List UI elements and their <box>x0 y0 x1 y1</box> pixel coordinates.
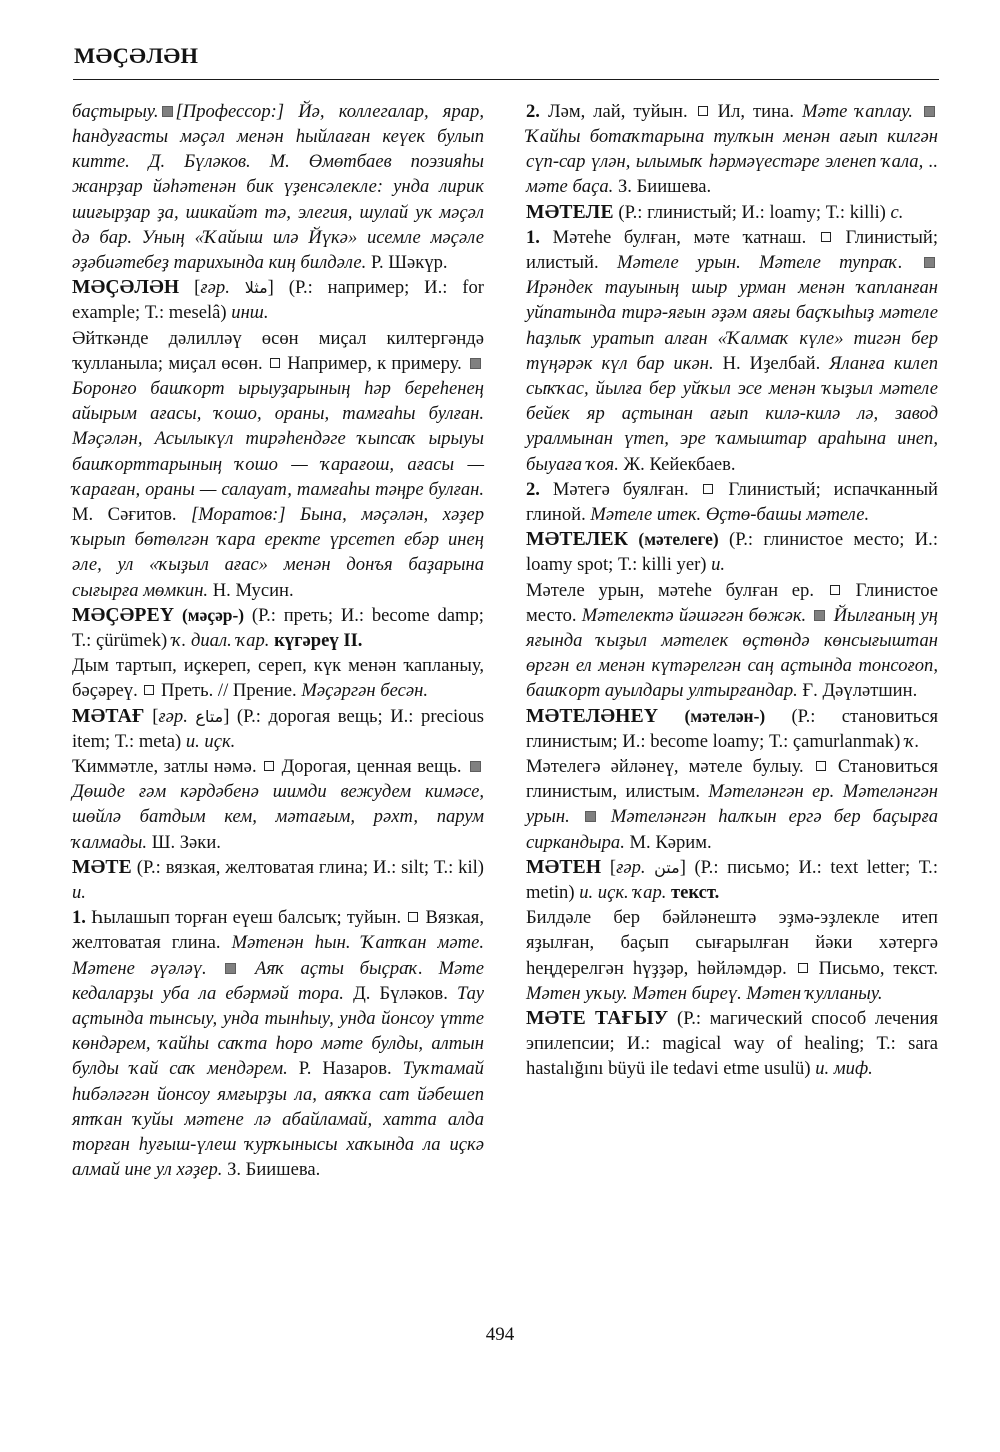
gloss-tr-label: Т.: <box>617 554 638 576</box>
citation-source: М. Кәрим. <box>629 831 712 853</box>
entry-headword-line: МӘТЕН [ғәр. متن] (Р.: письмо; И.: text letter; Т.: metin) и. иҫк. ҡар. текст. <box>526 856 938 904</box>
sense-paragraph <box>72 653 484 703</box>
part-of-speech: ҡ. диал. ҡар. <box>171 630 270 652</box>
continuation-text-1: баҫтырыу. <box>72 100 159 122</box>
filled-square-marker-icon <box>225 963 236 974</box>
etymology-arabic: متاع <box>195 706 224 726</box>
citation: Йылғаның уң яғында ҡыҙыл мәтелек өҫтөндә көнсығыштан өргән ел менән күтәрелгән саң аҫтында тонсоғоп, башҡорт ауылдары ултырғандар. <box>526 604 938 702</box>
definition-bashkir: Мәтеле урын, мәтеһе булған ер. <box>526 579 815 601</box>
definition-russian: Дорогая, ценная вещь. <box>281 756 462 778</box>
definition-bashkir: Мәтелегә әйләнеү, мәтеле булыу. <box>526 756 804 778</box>
definition-bashkir: Мәтеһе булған, мәте ҡатнаш. <box>552 226 807 248</box>
sense-number: 2. <box>526 478 540 500</box>
headword: МӘТЕ <box>72 856 132 878</box>
definition-bashkir: Әйткәнде дәлилләү өсөн миҫал килтергәндә ҡулланыла; миҫал өсөн. <box>72 327 484 374</box>
gloss-tr-label: Т.: <box>144 302 165 324</box>
sense-paragraph <box>526 754 938 855</box>
filled-square-marker-icon <box>470 761 481 772</box>
definition-russian: Например, к примеру. <box>287 352 462 374</box>
definition-russian: Письмо, текст. <box>818 957 938 979</box>
definition-russian: Ил, тина. <box>717 100 794 122</box>
gloss-tr: çamurlanmak) <box>792 730 901 752</box>
citation-2: [Моратов:] Бына, мәҫәлән, хәҙер ҡырып бөтөлгән ҡара еректе үрсетеп ебәр инең әле, ул «ҡыҙыл ағас» менән донъя баҙарына сығырға мөмкин. <box>72 504 484 601</box>
continuation-paragraph <box>72 99 484 275</box>
citation-2-source: Ж. Кейекбаев. <box>623 453 736 475</box>
gloss-ru: магический способ лечения эпилепсии; <box>526 1008 938 1055</box>
gloss-ru: преть; <box>283 604 333 626</box>
running-head: МӘҪӘЛӘН <box>74 43 199 68</box>
gloss-ru-label: Р.: <box>700 856 719 878</box>
gloss-tr: çürümek) <box>95 630 168 652</box>
gloss-ru-label: Р.: <box>735 529 754 551</box>
definition-bashkir: Ләм, лай, туйын. <box>547 100 688 122</box>
headword: МӘҪӘЛӘН <box>72 277 180 299</box>
gloss-tr: kil) <box>458 856 484 878</box>
entry-headword-line: МӘТЕЛЕК (мәтелеге) (Р.: глинистое место; И.: loamy spot; Т.: killi yer) и. <box>526 529 938 576</box>
definition-bashkir: Билдәле бер бәйләнештә эҙмә-эҙлекле итеп яҙылған, баҫып сығарылған йәки хәтергә һеңдерелгән һүҙҙәр, һөйләмдәр. <box>526 907 938 979</box>
open-square-marker-icon <box>270 358 280 368</box>
headword-variant: (мәтелеге) <box>638 529 719 550</box>
entry-headword-line: МӘТАҒ [ғәр. متاع] (Р.: дорогая вещь; И.: precious item; Т.: meta) и. иҫк. <box>72 705 485 752</box>
open-square-marker-icon <box>698 106 708 116</box>
filled-square-marker-icon <box>924 106 935 117</box>
gloss-tr: meselâ) <box>168 302 227 324</box>
citation-source: Д. Бүләков. <box>353 982 448 1004</box>
open-square-marker-icon <box>264 761 274 771</box>
sense-number: 1. <box>72 907 86 929</box>
filled-square-marker-icon <box>585 811 596 822</box>
open-square-marker-icon <box>144 685 154 695</box>
gloss-en: loamy; <box>769 201 822 223</box>
left-column <box>72 99 484 1183</box>
sense-paragraph <box>526 225 938 477</box>
etymology-label: ғәр. <box>158 705 188 727</box>
filled-square-marker-icon <box>924 257 935 268</box>
example: Мәҫәргән бесән. <box>301 680 428 702</box>
gloss-en: for example; <box>72 277 484 324</box>
examples: Мәтенән һын. Ҡатҡан мәте. Мәтене әүәләү. <box>72 932 484 979</box>
citation: Ирәндек тауының шыр урман менән ҡапланған уйпатында тирә-яғын әҙәм аяғы баҫҡыһыҙ мәтеле һаҙлыҡ уратып алған «Ҡалмаҡ күле» тигән бер түңәрәк күл бар икән. <box>526 277 938 374</box>
page-number: 494 <box>485 1324 515 1345</box>
gloss-tr-label: Т.: <box>768 730 789 752</box>
citation: Дөшде ғәм кәрдәбенә шимди вежудем кимәсе, шөйлә батдым кем, мәтағым, рәхт, парум ҡалмады. <box>72 781 484 853</box>
examples: Мәтеле итек. Өҫтө-башы мәтеле. <box>590 504 870 525</box>
gloss-en: precious item; <box>72 705 485 752</box>
gloss-tr-label: Т.: <box>72 630 92 652</box>
definition-russian: Глинистый; испачканный глиной. <box>526 478 939 525</box>
gloss-tr: metin) <box>526 882 575 904</box>
filled-square-marker-icon <box>470 358 481 369</box>
continuation-text-2: [Профессор:] Йә, коллегалар, ярар, һандуғасты мәҫәл менән һыйлаған кеүек булып китте. Д. Бүләков. М. Өмөтбаев поэзияһы жанрҙар йәһәтенән бик үҙенсәлекле: унда лирик шиғырҙар ҙа, шикайәт тә, элегия, шулай ук мәҫәл дә бар. Уның «Ҡайыш илә Йүкә» исемле мәҫәле әҙәбиәтебеҙ тарихында киң билдәле. <box>72 100 484 273</box>
part-of-speech: и. <box>72 882 86 904</box>
gloss-en-label: И.: <box>626 1033 651 1055</box>
gloss-en: loamy spot; <box>526 554 614 576</box>
headword: МӘТЕЛЕ <box>526 201 614 223</box>
headword-variant: (мәтелән-) <box>684 705 766 726</box>
headword: МӘТЕЛЕК <box>526 529 629 551</box>
gloss-ru-label: Р.: <box>624 201 643 223</box>
gloss-ru: например; <box>327 277 410 299</box>
gloss-en-label: И.: <box>622 730 646 752</box>
gloss-ru: становиться глинистым; <box>526 705 939 752</box>
part-of-speech: и. <box>711 554 726 576</box>
headword: МӘТАҒ <box>72 705 145 727</box>
examples: Мәтен уҡыу. Мәтен биреү. Мәтен ҡулланыу. <box>526 982 883 1004</box>
definition-bashkir: Дым тартып, иҫкереп, сереп, күк менән ҡапланыу, бәҫәреү. <box>72 655 484 702</box>
two-column-body <box>72 99 938 1183</box>
gloss-ru: письмо; <box>727 856 790 878</box>
examples: Мәтеле урын. Мәтеле тупраҡ. <box>616 251 903 273</box>
definition-bashkir: Һылашып торған еүеш балсыҡ; туйын. <box>91 907 402 929</box>
entry-headword-line: МӘТЕ (Р.: вязкая, желтоватая глина; И.: silt; Т.: kil) и. <box>72 856 484 904</box>
citation-3: Туҡтамай һибәләгән йонсоу ямғырҙы ла, аяҡҡа сат йәбешеп ятҡан ҡуйы мәтене лә абайламай, хатта алда торған һуғыш-үлеш ҡурҡынысы хаҡында ла иҫкә алмай ине ул хәҙер. <box>72 1058 484 1181</box>
etymology-label: ғәр. <box>200 277 230 299</box>
open-square-marker-icon <box>408 912 418 922</box>
definition-russian: Глинистый; илистый. <box>526 226 938 273</box>
headword: МӘТЕЛӘНЕҮ <box>526 705 659 727</box>
gloss-ru: вязкая, желтоватая глина; <box>165 856 369 878</box>
part-of-speech: и. иҫк. ҡар. <box>579 882 667 904</box>
gloss-en-label: И.: <box>798 856 822 878</box>
citation: Мәтеләнгән һалҡын ергә бер баҫырға сиркандыра. <box>526 806 939 853</box>
gloss-en-label: И.: <box>914 529 938 551</box>
gloss-ru: глинистое место; <box>763 529 905 551</box>
gloss-ru: дорогая вещь; <box>268 705 383 727</box>
headword: МӘҪӘРЕҮ <box>72 604 175 626</box>
gloss-tr-label: Т.: <box>114 730 135 752</box>
filled-square-marker-icon <box>814 610 825 621</box>
definition-russian: Вязкая, желтоватая глина. <box>72 907 484 954</box>
gloss-tr: sara hastalığını büyü ile tedavi etme usulü) <box>526 1033 939 1080</box>
headword: МӘТЕН <box>526 856 602 878</box>
sense-paragraph <box>72 905 484 1182</box>
examples: Мәте ҡаплау. <box>802 100 913 122</box>
gloss-tr: killi yer) <box>641 554 707 576</box>
part-of-speech: ҡ. <box>904 730 920 752</box>
part-of-speech: и. миф. <box>815 1058 873 1080</box>
cross-reference: текст. <box>671 882 720 904</box>
definition-russian: Становиться глинистым, илистым. <box>526 756 938 803</box>
part-of-speech: инш. <box>231 302 269 324</box>
gloss-tr-label: Т.: <box>433 856 454 878</box>
definition-bashkir: Ҡиммәтле, затлы нәмә. <box>72 756 257 778</box>
gloss-tr-label: Т.: <box>876 1033 896 1055</box>
filled-square-marker-icon <box>162 106 173 117</box>
gloss-ru-label: Р.: <box>294 277 313 299</box>
header-rule <box>73 79 939 80</box>
gloss-en-label: И.: <box>424 277 448 299</box>
gloss-en: text letter; <box>830 856 911 878</box>
gloss-tr: meta) <box>138 730 182 752</box>
citation-2: Яланға килеп сыҡҡас, йылға бер уйҡыл эсе менән ҡыҙыл мәтеле бейек яр аҫтынан ағып килә-килә лә, завод уралмынан үтеп, эре ҡамыштар араһына инеп, быуаға ҡоя. <box>526 352 939 475</box>
open-square-marker-icon <box>821 232 831 242</box>
part-of-speech: и. иҫк. <box>185 730 236 752</box>
definition-russian: Преть. // Прение. <box>161 680 297 702</box>
citation-2: Тау аҫтында тынсыу, унда тынһыу, унда йонсоу үтте көндәрем, ҡайһы саҡта һоро мәте булды, алтын булды ҡай саҡ мендәрем. <box>72 982 484 1080</box>
entry-headword-line: МӘҪӘРЕҮ (мәҫәр-) (Р.: преть; И.: become damp; Т.: çürümek) ҡ. диал. ҡар. күгәреү II. <box>72 604 484 652</box>
entry-headword-line: МӘТЕЛӘНЕҮ (мәтелән-) (Р.: становиться глинистым; И.: become loamy; Т.: çamurlanmak) ҡ. <box>526 705 939 752</box>
gloss-en-label: И.: <box>390 705 414 727</box>
open-square-marker-icon <box>830 585 840 595</box>
entry-headword-line: МӘТЕ ТАҒЫУ (Р.: магический способ лечения эпилепсии; И.: magical way of healing; Т.: sara hastalığını büyü ile tedavi etme usulü) и. миф. <box>526 1008 939 1080</box>
sense-paragraph <box>526 905 938 1006</box>
open-square-marker-icon <box>703 484 713 494</box>
gloss-en-label: И.: <box>340 604 365 626</box>
gloss-ru-label: Р.: <box>797 705 816 727</box>
cross-reference: күгәреү II. <box>274 630 363 652</box>
entry-headword-line: МӘТЕЛЕ (Р.: глинистый; И.: loamy; Т.: killi) с. <box>526 201 904 223</box>
citation-3-source: З. Биишева. <box>227 1159 321 1181</box>
sense-paragraph <box>526 477 938 527</box>
citation-source: Ғ. Дәүләтшин. <box>802 680 918 702</box>
etymology-arabic: مثلا <box>244 278 268 298</box>
gloss-en-label: И.: <box>741 201 765 223</box>
citation-source: З. Биишева. <box>617 176 712 198</box>
citation-2-source: Н. Мусин. <box>212 579 294 601</box>
etymology-label: ғәр. <box>616 856 646 878</box>
gloss-ru: глинистый; <box>647 201 737 223</box>
sense-number: 1. <box>526 226 540 248</box>
citation: Боронғо башҡорт ырыуҙарының һәр береһенең айырым ағасы, ҡошо, ораны, тамғаһы булған. Мәҫәлән, Асылыкүл тирәһендәге ҡыпсаҡ ырыуы башҡорттарының ҡошо — ҡарағош, ағасы — ҡараған, ораны — салауат, тамғаһы тәңре булған. <box>72 377 484 500</box>
gloss-tr-label: Т.: <box>825 201 846 223</box>
gloss-en-label: И.: <box>373 856 397 878</box>
gloss-en: silt; <box>401 856 430 878</box>
citation-source: Ш. Зәки. <box>151 831 221 853</box>
etymology-arabic: متن <box>654 857 680 877</box>
examples: Мәтеләнгән ер. Мәтеләнгән урын. <box>526 781 938 828</box>
gloss-ru-label: Р.: <box>143 856 161 878</box>
open-square-marker-icon <box>816 761 826 771</box>
citation: Аяҡ аҫты быҫраҡ. Мәте кедаларҙы уба ла ебәрмәй тора. <box>72 957 484 1004</box>
right-column <box>526 99 938 1082</box>
gloss-tr-label: Т.: <box>918 856 938 878</box>
citation-source: Н. Иҙелбай. <box>722 352 821 374</box>
sense-number: 2. <box>526 100 540 122</box>
entry-headword-line: МӘҪӘЛӘН [ғәр. مثلا] (Р.: например; И.: for example; Т.: meselâ) инш. <box>72 277 484 324</box>
continuation-sense-paragraph <box>526 99 938 200</box>
definition-russian: Глинистое место. <box>526 579 939 626</box>
sense-paragraph <box>72 326 484 603</box>
sense-paragraph <box>72 754 484 855</box>
citation: Ҡайһы ботаҡтарына тулҡын менән ағып килгән сүп-сар үлән, ылымыҡ һәрмәүестәре эленеп ҡала, .. мәте баҫа. <box>526 125 938 198</box>
headword: МӘТЕ ТАҒЫУ <box>526 1008 669 1030</box>
examples: Мәтелектә йәшәгән бөжәк. <box>581 604 807 626</box>
gloss-en: become loamy; <box>650 730 765 752</box>
sense-paragraph <box>526 578 938 704</box>
gloss-en: become damp; <box>371 604 484 626</box>
citation-source: М. Сәғитов. <box>72 504 177 525</box>
gloss-ru-label: Р.: <box>258 604 276 626</box>
part-of-speech: с. <box>890 201 904 223</box>
continuation-source: Р. Шәкүр. <box>370 251 448 273</box>
gloss-ru-label: Р.: <box>683 1008 702 1030</box>
gloss-ru-label: Р.: <box>243 705 261 727</box>
gloss-tr: killi) <box>849 201 886 223</box>
headword-variant: (мәҫәр-) <box>182 604 245 625</box>
gloss-en: magical way of healing; <box>662 1033 865 1055</box>
open-square-marker-icon <box>798 963 808 973</box>
citation-2-source: Р. Назаров. <box>298 1058 392 1080</box>
definition-bashkir: Мәтегә буялған. <box>552 478 689 500</box>
